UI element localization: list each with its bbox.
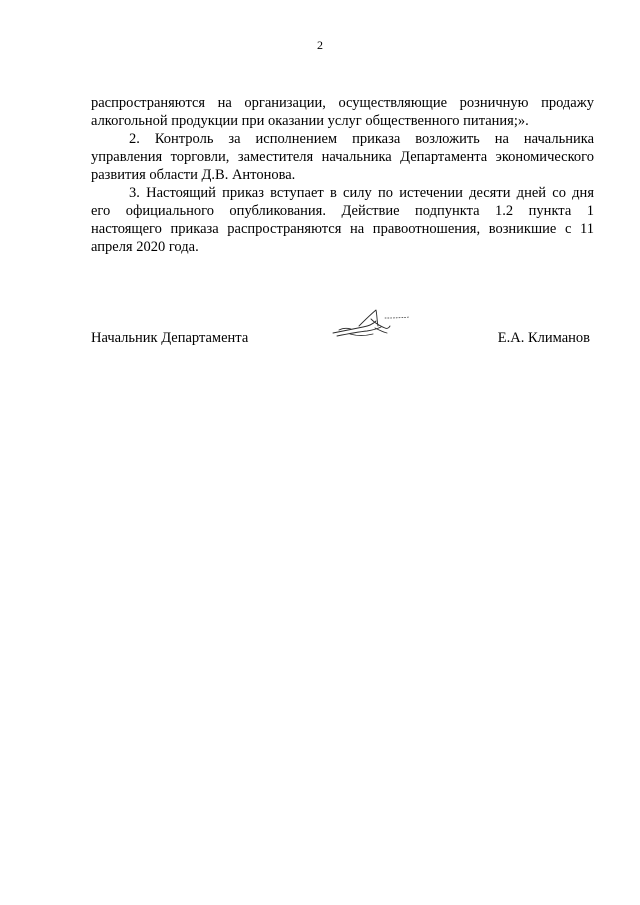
- text-line: настоящего приказа распространяются на правоотношения, возникшие с 11: [91, 221, 594, 237]
- document-body: [91, 94, 594, 256]
- text-line: его официального опубликования. Действие подпункта 1.2 пункта 1: [91, 203, 594, 219]
- text-line: управления торговли, заместителя начальника Департамента экономического: [91, 149, 594, 165]
- signatory-title: Начальник Департамента: [91, 330, 249, 346]
- signatory-name: Е.А. Климанов: [497, 330, 590, 346]
- signature-block: [91, 329, 594, 349]
- text-line: апреля 2020 года.: [91, 239, 199, 255]
- text-line: распространяются на организации, осуществляющие розничную продажу: [91, 95, 594, 111]
- text-line: развития области Д.В. Антонова.: [91, 167, 296, 183]
- text-line: 3. Настоящий приказ вступает в силу по истечении десяти дней со дня: [129, 185, 594, 201]
- handwritten-signature: [329, 306, 413, 340]
- page-number: 2: [317, 38, 323, 52]
- paragraph-3: [91, 184, 594, 256]
- text-line: 2. Контроль за исполнением приказа возложить на начальника: [129, 131, 594, 147]
- paragraph-1: [91, 94, 594, 130]
- text-line: алкогольной продукции при оказании услуг общественного питания;».: [91, 113, 529, 129]
- paragraph-2: [91, 130, 594, 184]
